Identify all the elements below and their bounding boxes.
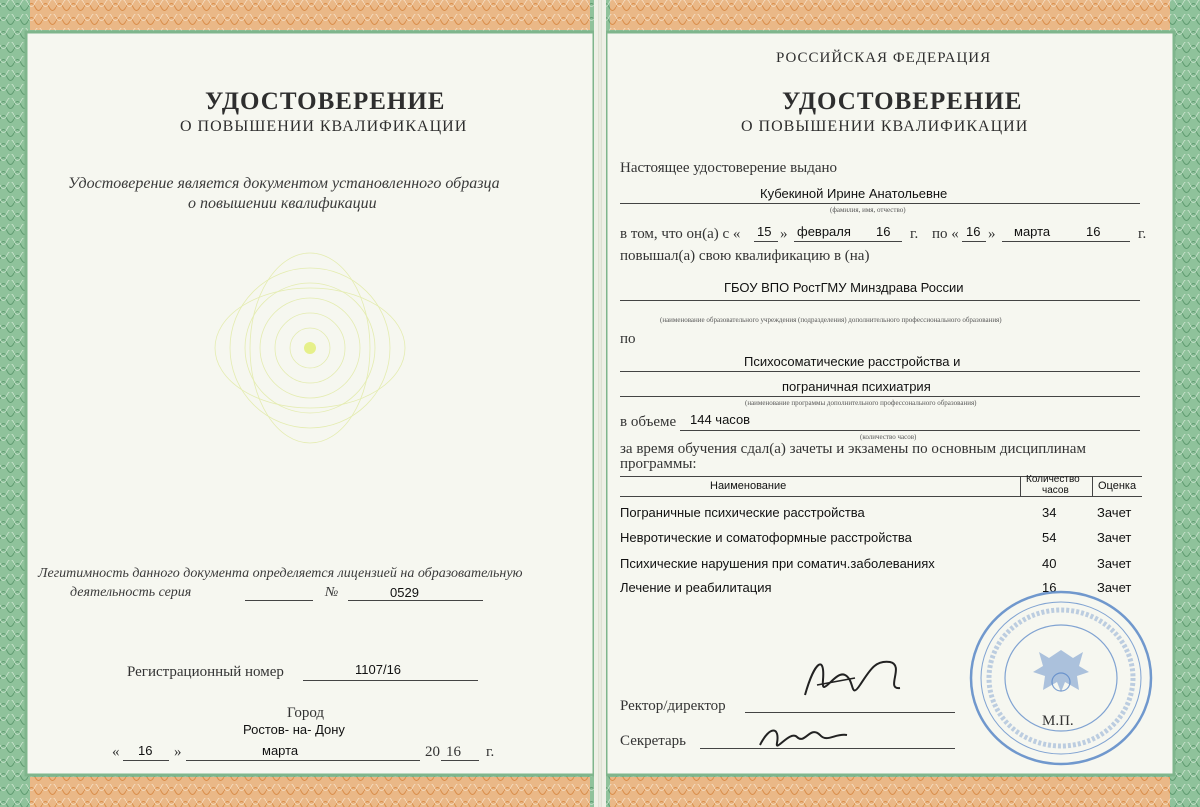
issued-label: Настоящее удостоверение выдано xyxy=(620,160,838,176)
rosette-watermark xyxy=(190,250,430,450)
to-prefix: по « xyxy=(932,226,959,242)
row-grade: Зачет xyxy=(1097,556,1132,571)
row-name: Пограничные психические расстройства xyxy=(620,505,865,520)
row-grade: Зачет xyxy=(1097,505,1132,520)
date-year-prefix: 20 xyxy=(425,744,440,760)
exams-line1: за время обучения сдал(а) зачеты и экзамены по основным дисциплинам xyxy=(620,441,1086,457)
row-hours: 54 xyxy=(1042,530,1057,545)
to-year: 16 xyxy=(1086,224,1101,239)
official-stamp xyxy=(966,588,1156,768)
country-label: РОССИЙСКАЯ ФЕДЕРАЦИЯ xyxy=(776,50,992,66)
from-day: 15 xyxy=(757,224,772,239)
rector-label: Ректор/директор xyxy=(620,698,726,714)
license-number: 0529 xyxy=(390,585,419,600)
header-grade: Оценка xyxy=(1098,480,1137,492)
license-no-sign: № xyxy=(325,585,339,600)
license-line2: деятельность серия xyxy=(70,585,192,600)
city-label: Город xyxy=(287,705,325,721)
left-title: УДОСТОВЕРЕНИЕ xyxy=(205,88,446,115)
row-name: Психические нарушения при соматич.заболеваниях xyxy=(620,556,935,571)
header-hours-1: Количество xyxy=(1026,474,1080,485)
volume-label: в объеме xyxy=(620,414,677,430)
right-title: УДОСТОВЕРЕНИЕ xyxy=(782,88,1023,115)
left-statement-line2: о повышении квалификации xyxy=(188,195,377,212)
reg-label: Регистрационный номер xyxy=(127,664,284,680)
exams-line2: программы: xyxy=(620,456,697,472)
institution: ГБОУ ВПО РостГМУ Минздрава России xyxy=(724,280,964,295)
holder-name: Кубекиной Ирине Анатольевне xyxy=(760,186,948,201)
to-g: г. xyxy=(1138,226,1147,242)
volume-value: 144 часов xyxy=(690,412,751,427)
from-month: февраля xyxy=(797,224,851,239)
left-statement-line1: Удостоверение является документом установленного образца xyxy=(68,175,500,192)
left-subtitle: О ПОВЫШЕНИИ КВАЛИФИКАЦИИ xyxy=(180,118,468,135)
program-line1: Психосоматические расстройства и xyxy=(744,354,961,369)
rector-signature xyxy=(795,650,915,710)
row-name: Лечение и реабилитация xyxy=(620,580,772,595)
row-hours: 40 xyxy=(1042,556,1057,571)
secretary-label: Секретарь xyxy=(620,733,687,749)
date-open-quote: « xyxy=(112,744,120,760)
period-prefix: в том, что он(а) с « xyxy=(620,226,741,242)
to-close: » xyxy=(988,226,996,242)
institution-caption: (наименование образовательного учреждения (подразделения) дополнительного профессионального образования) xyxy=(660,316,1002,324)
stamp-place: М.П. xyxy=(1042,713,1074,729)
volume-caption: (количество часов) xyxy=(860,433,917,441)
from-year: 16 xyxy=(876,224,891,239)
license-line1: Легитимность данного документа определяется лицензией на образовательную xyxy=(38,566,523,581)
date-month: марта xyxy=(262,743,299,758)
right-subtitle: О ПОВЫШЕНИИ КВАЛИФИКАЦИИ xyxy=(741,118,1029,135)
row-hours: 34 xyxy=(1042,505,1057,520)
date-year-suffix: 16 xyxy=(446,744,461,760)
row-grade: Зачет xyxy=(1097,530,1132,545)
program-caption: (наименование программы дополнительного профессонального образования) xyxy=(745,399,977,407)
header-hours-2: часов xyxy=(1042,485,1069,496)
row-grade: Зачет xyxy=(1097,580,1132,595)
date-close-quote: » xyxy=(174,744,182,760)
to-day: 16 xyxy=(966,224,981,239)
secretary-signature xyxy=(755,715,855,760)
from-close: » xyxy=(780,226,788,242)
holder-caption: (фамилия, имя, отчество) xyxy=(830,206,906,214)
city-value: Ростов- на- Дону xyxy=(243,722,345,737)
raised-label: повышал(а) свою квалификацию в (на) xyxy=(620,248,870,264)
from-g: г. xyxy=(910,226,919,242)
date-day: 16 xyxy=(138,743,153,758)
program-line2: пограничная психиатрия xyxy=(782,379,931,394)
date-year-g: г. xyxy=(486,744,495,760)
header-name: Наименование xyxy=(710,480,787,492)
row-hours: 16 xyxy=(1042,580,1057,595)
page-fold xyxy=(598,0,602,807)
row-name: Невротические и соматоформные расстройства xyxy=(620,530,912,545)
reg-number: 1107/16 xyxy=(355,662,402,677)
po-label: по xyxy=(620,331,636,347)
to-month: марта xyxy=(1014,224,1051,239)
